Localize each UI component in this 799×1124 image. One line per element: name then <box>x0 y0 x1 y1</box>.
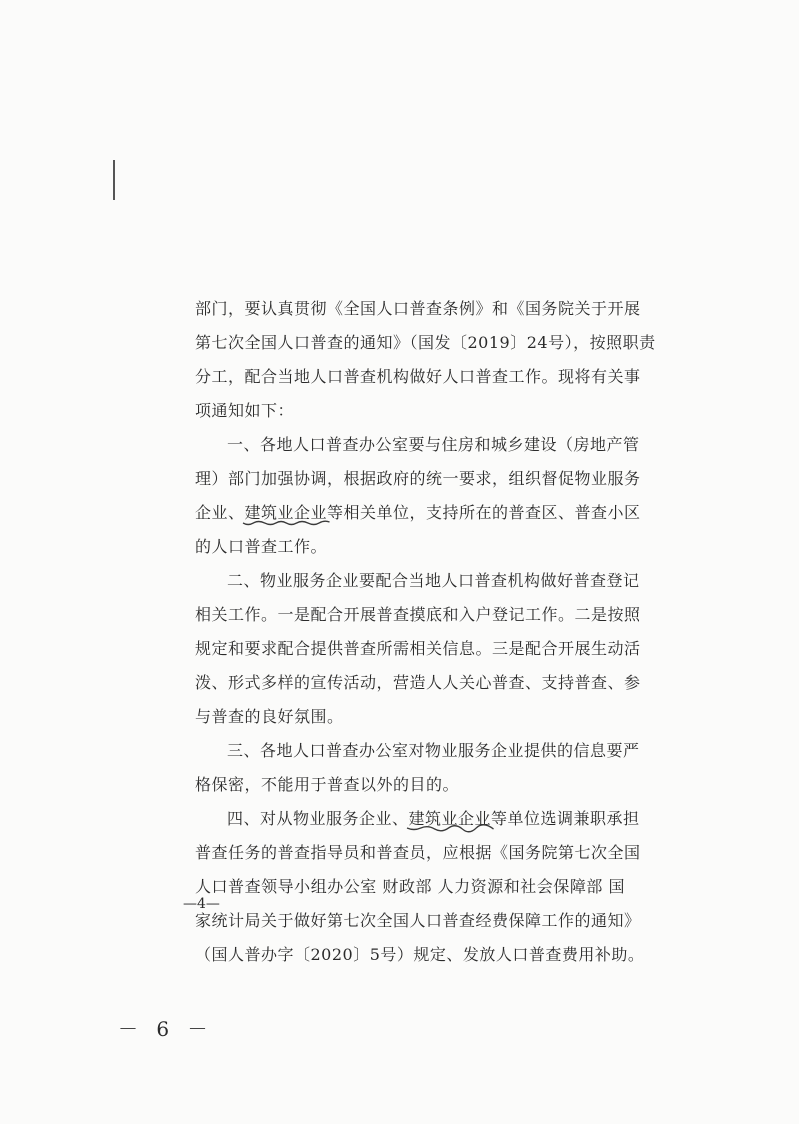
inner-page-number: —4— <box>183 896 220 912</box>
paragraph-item-4 <box>195 802 645 972</box>
text-line: 分工，配合当地人口普查机构做好人口普查工作。现将有关事 <box>195 367 641 386</box>
handwritten-underline-mark <box>407 825 494 833</box>
text-line: 规定和要求配合提供普查所需相关信息。三是配合开展生动活 <box>195 639 641 658</box>
text-line <box>195 496 641 530</box>
text-line: 二、物业服务企业要配合当地人口普查机构做好普查登记 <box>227 571 640 590</box>
text-line: 人口普查领导小组办公室 财政部 人力资源和社会保障部 国 <box>195 877 625 896</box>
text-line: 相关工作。一是配合开展普查摸底和入户登记工作。二是按照 <box>195 605 641 624</box>
text-segment: 四、对从物业服务企业、 <box>227 809 409 828</box>
text-line <box>195 802 640 836</box>
text-line: 与普查的良好氛围。 <box>195 707 344 726</box>
paragraph-item-3 <box>195 734 640 802</box>
text-segment: 企业、 <box>195 503 245 522</box>
text-line: 泼、形式多样的宣传活动，营造人人关心普查、支持普查、参 <box>195 673 641 692</box>
text-line: 格保密，不能用于普查以外的目的。 <box>195 775 460 794</box>
paragraph-intro <box>195 292 656 428</box>
text-segment: 等相关单位，支持所在的普查区、普查小区 <box>327 503 641 522</box>
handwritten-underline-term <box>409 802 492 836</box>
underlined-text: 建筑业企业 <box>408 809 492 828</box>
text-line: 普查任务的普查指导员和普查员，应根据《国务院第七次全国 <box>195 843 641 862</box>
paragraph-item-1 <box>195 428 641 564</box>
text-line: 部门，要认真贯彻《全国人口普查条例》和《国务院关于开展 <box>195 299 641 318</box>
handwritten-underline-term <box>245 496 328 530</box>
handwritten-underline-mark <box>243 519 330 527</box>
text-line: 一、各地人口普查办公室要与住房和城乡建设（房地产管 <box>227 435 640 454</box>
outer-page-number: － 6 － <box>118 1017 214 1041</box>
document-body <box>195 292 656 972</box>
text-line: 项通知如下： <box>195 401 295 420</box>
paragraph-item-2 <box>195 564 641 734</box>
text-line: 第七次全国人口普查的通知》（国发〔2019〕24号），按照职责 <box>195 333 656 352</box>
text-line: 的人口普查工作。 <box>195 537 328 556</box>
binding-mark <box>113 160 115 200</box>
text-line: 理）部门加强协调，根据政府的统一要求，组织督促物业服务 <box>195 469 641 488</box>
text-line: （国人普办字〔2020〕5号）规定、发放人口普查费用补助。 <box>195 945 645 964</box>
text-line: 家统计局关于做好第七次全国人口普查经费保障工作的通知》 <box>195 911 641 930</box>
text-segment: 等单位选调兼职承担 <box>491 809 640 828</box>
text-line: 三、各地人口普查办公室对物业服务企业提供的信息要严 <box>227 741 640 760</box>
underlined-text: 建筑业企业 <box>244 503 328 522</box>
